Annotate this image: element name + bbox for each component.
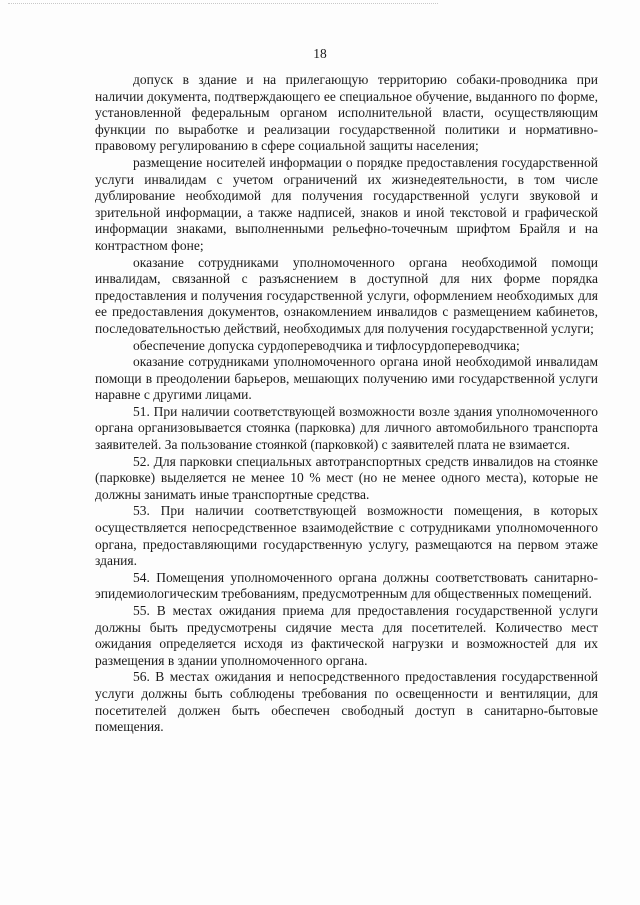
paragraph: 52. Для парковки специальных автотранспортных средств инвалидов на стоянке (парковке) выделяется не менее 10 % мест (но не менее одного места), которые не должны занимать иные транспортные средства. (95, 453, 598, 502)
paragraph: 53. При наличии соответствующей возможности помещения, в которых осуществляется непосредственное взаимодействие с сотрудниками уполномоченного органа, предоставляющими государственную услугу, размещаются на первом этаже здания. (95, 503, 598, 569)
paragraph: 51. При наличии соответствующей возможности возле здания уполномоченного органа организовывается стоянка (парковка) для личного автомобильного транспорта заявителей. За пользование стоянкой (парковкой) с заявителей плата не взимается. (95, 403, 598, 453)
paragraph: 54. Помещения уполномоченного органа должны соответствовать санитарно-эпидемиологическим требованиям, предусмотренным для общественных помещений. (95, 569, 598, 602)
paragraph: оказание сотрудниками уполномоченного органа иной необходимой инвалидам помощи в преодолении барьеров, мешающих получению ими государственной услуги наравне с другими лицами. (95, 354, 598, 403)
page-number: 18 (313, 46, 327, 61)
paragraph: оказание сотрудниками уполномоченного органа необходимой помощи инвалидам, связанной с разъяснением в доступной для них форме порядка предоставления и получения государственной услуги, оформлением необходимых для ее предоставления документов, ознакомлением инвалидов с размещением кабинетов, последовательностью действий, необходимых для получения государственной услуги; (95, 254, 598, 336)
scan-artifact (8, 3, 438, 7)
paragraph: допуск в здание и на прилегающую территорию собаки-проводника при наличии документа, подтверждающего ее специальное обучение, выданного по форме, установленной федеральным органом исполнительной власти, осуществляющим функции по выработке и реализации государственной политики и нормативно-правовому регулированию в сфере социальной защиты населения; (95, 72, 598, 154)
paragraph: размещение носителей информации о порядке предоставления государственной услуги инвалидам с учетом ограничений их жизнедеятельности, в том числе дублирование необходимой для получения государственной услуги звуковой и зрительной информации, а также надписей, знаков и иной текстовой и графической информации знаками, выполненными рельефно-точечным шрифтом Брайля и на контрастном фоне; (95, 154, 598, 253)
paragraph: 56. В местах ожидания и непосредственного предоставления государственной услуги должны быть соблюдены требования по освещенности и вентиляции, для посетителей должен быть обеспечен свободный доступ в санитарно-бытовые помещения. (95, 669, 598, 735)
paragraph: 55. В местах ожидания приема для предоставления государственной услуги должны быть предусмотрены сидячие места для посетителей. Количество мест ожидания определяется исходя из фактической нагрузки и возможностей для их размещения в здании уполномоченного органа. (95, 603, 598, 668)
paragraph: обеспечение допуска сурдопереводчика и тифлосурдопереводчика; (133, 337, 520, 353)
document-body (95, 72, 598, 736)
